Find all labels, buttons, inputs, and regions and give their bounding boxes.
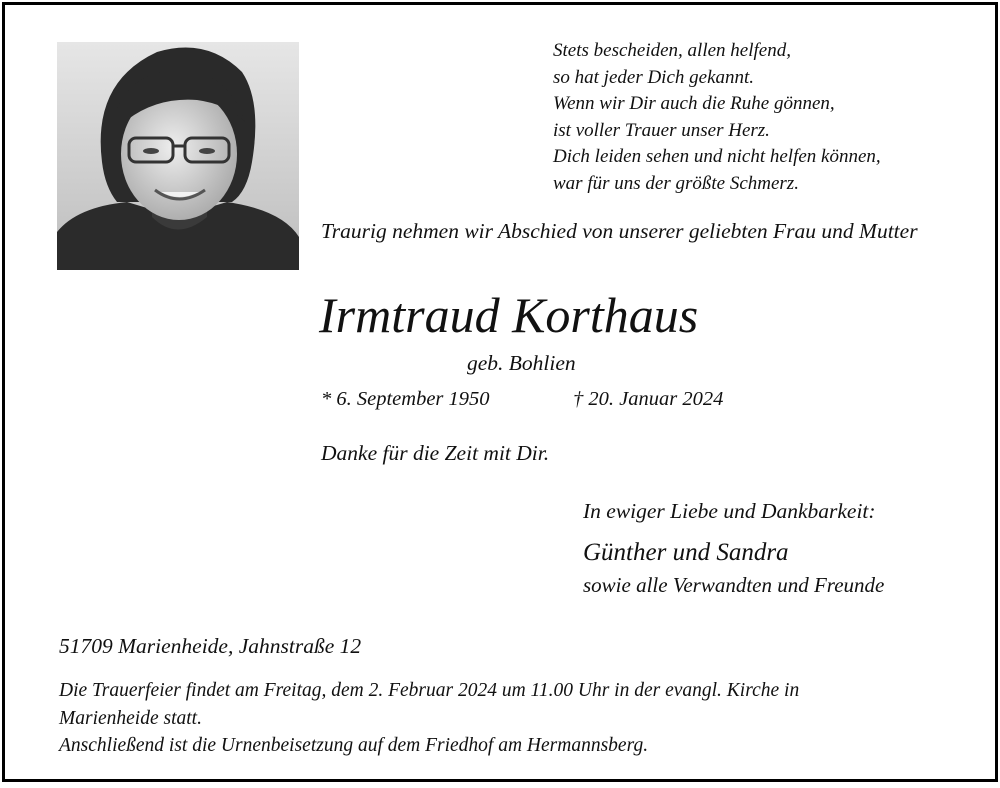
birth-date: * 6. September 1950 (321, 388, 490, 410)
service-info (59, 677, 949, 760)
poem-line: war für uns der größte Schmerz. (553, 172, 799, 194)
birth-name: geb. Bohlien (467, 351, 576, 375)
poem-line: Dich leiden sehen und nicht helfen können, (553, 146, 881, 167)
service-line: Die Trauerfeier findet am Freitag, dem 2. Februar 2024 um 11.00 Uhr in der evangl. Kirche in (59, 680, 800, 701)
poem-line: so hat jeder Dich gekannt. (553, 66, 755, 88)
service-line: Anschließend ist die Urnenbeisetzung auf dem Friedhof am Hermannsberg. (59, 735, 649, 756)
thanks-line: Danke für die Zeit mit Dir. (321, 441, 550, 465)
poem (553, 38, 881, 197)
poem-line: ist voller Trauer unser Herz. (553, 119, 770, 141)
obituary-notice (2, 2, 998, 782)
death-date: † 20. Januar 2024 (573, 388, 724, 410)
portrait-image (57, 42, 299, 270)
poem-line: Wenn wir Dir auch die Ruhe gönnen, (553, 93, 835, 114)
deceased-name: Irmtraud Korthaus (319, 287, 699, 343)
address: 51709 Marienheide, Jahnstraße 12 (59, 634, 362, 658)
service-line: Marienheide statt. (59, 707, 202, 729)
love-line: In ewiger Liebe und Dankbarkeit: (583, 499, 876, 523)
portrait-photo (57, 42, 299, 270)
intro-text: Traurig nehmen wir Abschied von unserer geliebten Frau und Mutter (321, 219, 918, 243)
relatives-line: sowie alle Verwandten und Freunde (583, 573, 885, 597)
poem-line: Stets bescheiden, allen helfend, (553, 40, 791, 61)
mourner-names: Günther und Sandra (583, 539, 789, 566)
